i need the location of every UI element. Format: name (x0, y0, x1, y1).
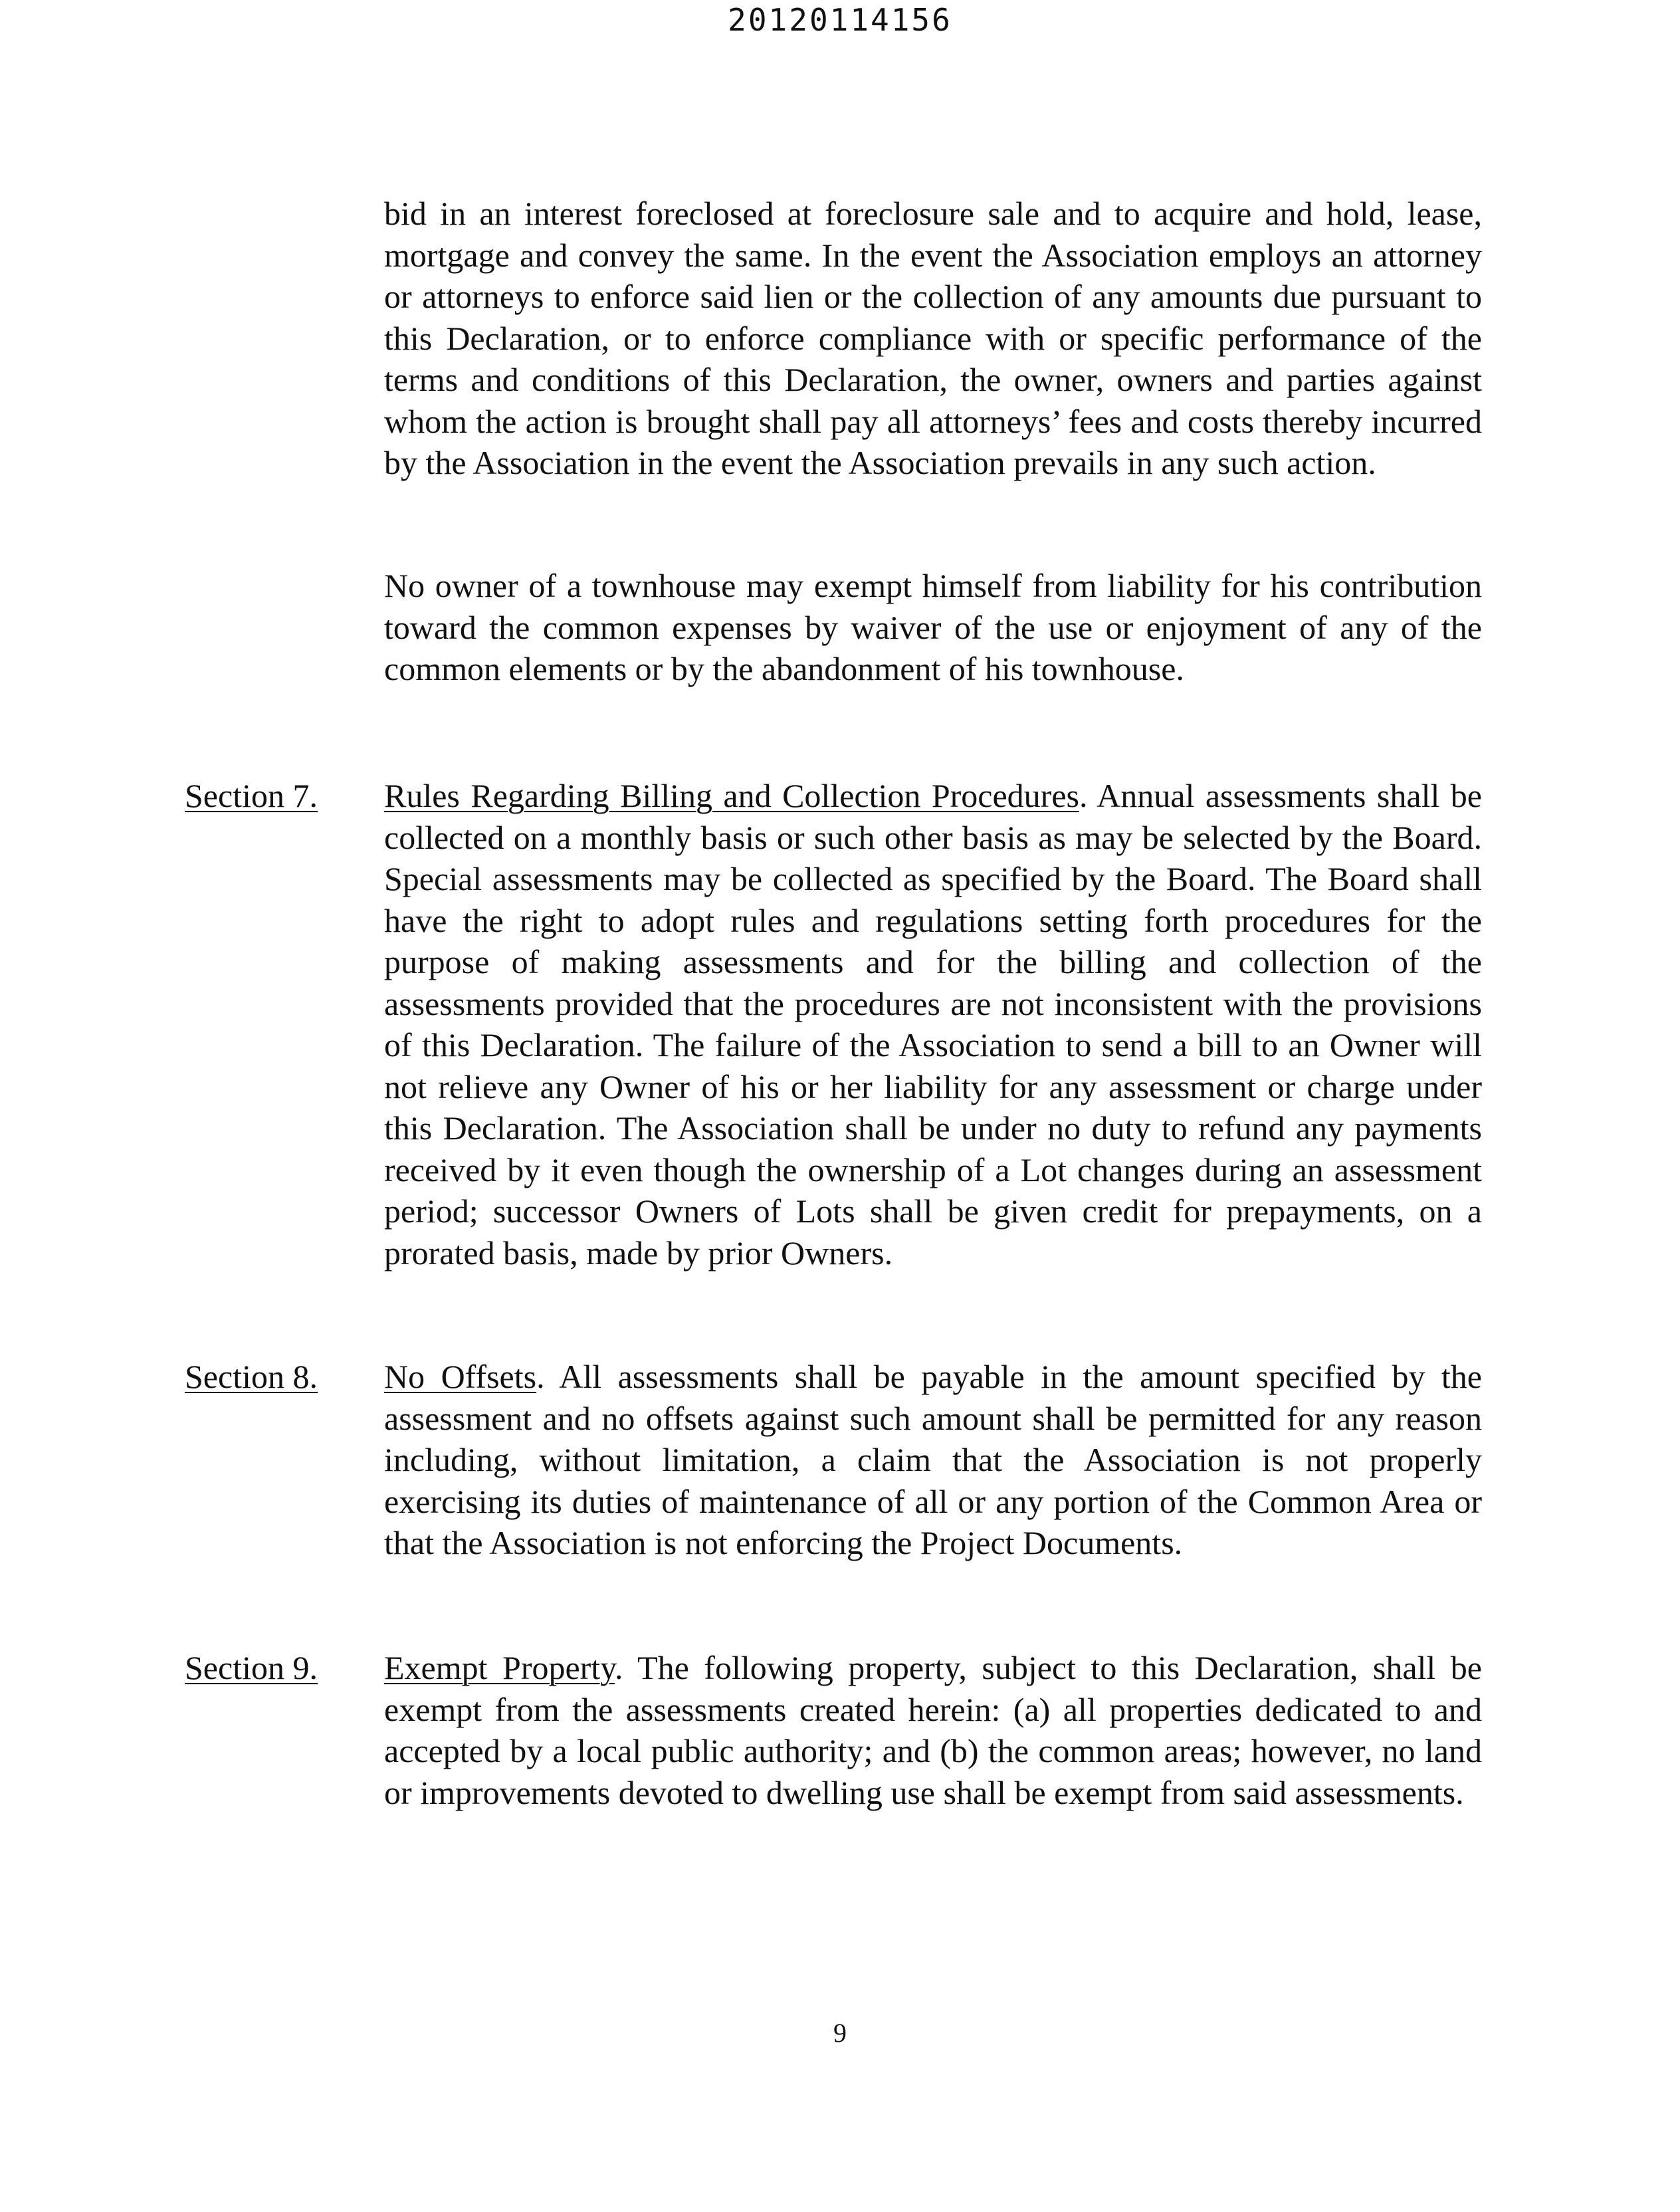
section-9-label: Section 9. (185, 1649, 318, 1686)
no-exemption-paragraph: No owner of a townhouse may exempt himself from liability for his contribution toward the common expenses by waiver of the use or enjoyment of any of the common elements or by the abandonment of his townhouse. (384, 567, 1482, 687)
section-9-body (384, 1647, 1482, 1813)
page-number: 9 (833, 2018, 847, 2048)
section-7-label: Section 7. (185, 777, 318, 814)
document-number: 20120114156 (728, 2, 952, 38)
section-7-text: . Annual assessments shall be collected on a monthly basis or such other basis as may be selected by the Board. Special assessments may be collected as specified by the Board. The Board shall have the right to adopt rules and regulations setting forth procedures for the purpose of making assessments and for the billing and collection of the assessments provided that the procedures are not inconsistent with the provisions of this Declaration. The failure of the Association to send a bill to an Owner will not relieve any Owner of his or her liability for any assessment or charge under this Declaration. The Association shall be under no duty to refund any payments received by it even though the ownership of a Lot changes during an assessment period; successor Owners of Lots shall be given credit for prepayments, on a prorated basis, made by prior Owners. (384, 777, 1482, 1272)
section-7-heading: Rules Regarding Billing and Collection Procedures (384, 777, 1079, 814)
section-8-body (384, 1356, 1482, 1564)
section-7-body (384, 775, 1482, 1273)
section-8-text: . All assessments shall be payable in the amount specified by the assessment and no offsets against such amount shall be permitted for any reason including, without limitation, a claim that the Association is not properly exercising its duties of maintenance of all or any portion of the Common Area or that the Association is not enforcing the Project Documents. (384, 1358, 1482, 1561)
continuation-paragraph: bid in an interest foreclosed at foreclosure sale and to acquire and hold, lease, mortgage and convey the same. In the event the Association employs an attorney or attorneys to enforce said lien or the collection of any amounts due pursuant to this Declaration, or to enforce compliance with or specific performance of the terms and conditions of this Declaration, the owner, owners and parties against whom the action is brought shall pay all attorneys’ fees and costs thereby incurred by the Association in the event the Association prevails in any such action. (384, 195, 1482, 481)
section-9-text: . The following property, subject to this Declaration, shall be exempt from the assessments created herein: (a) all properties dedicated to and accepted by a local public authority; and (b) the common areas; however, no land or improvements devoted to dwelling use shall be exempt from said assessments. (384, 1649, 1482, 1811)
section-9-heading: Exempt Property (384, 1649, 615, 1686)
section-8-label: Section 8. (185, 1358, 318, 1395)
section-8-heading: No Offsets (384, 1358, 537, 1395)
